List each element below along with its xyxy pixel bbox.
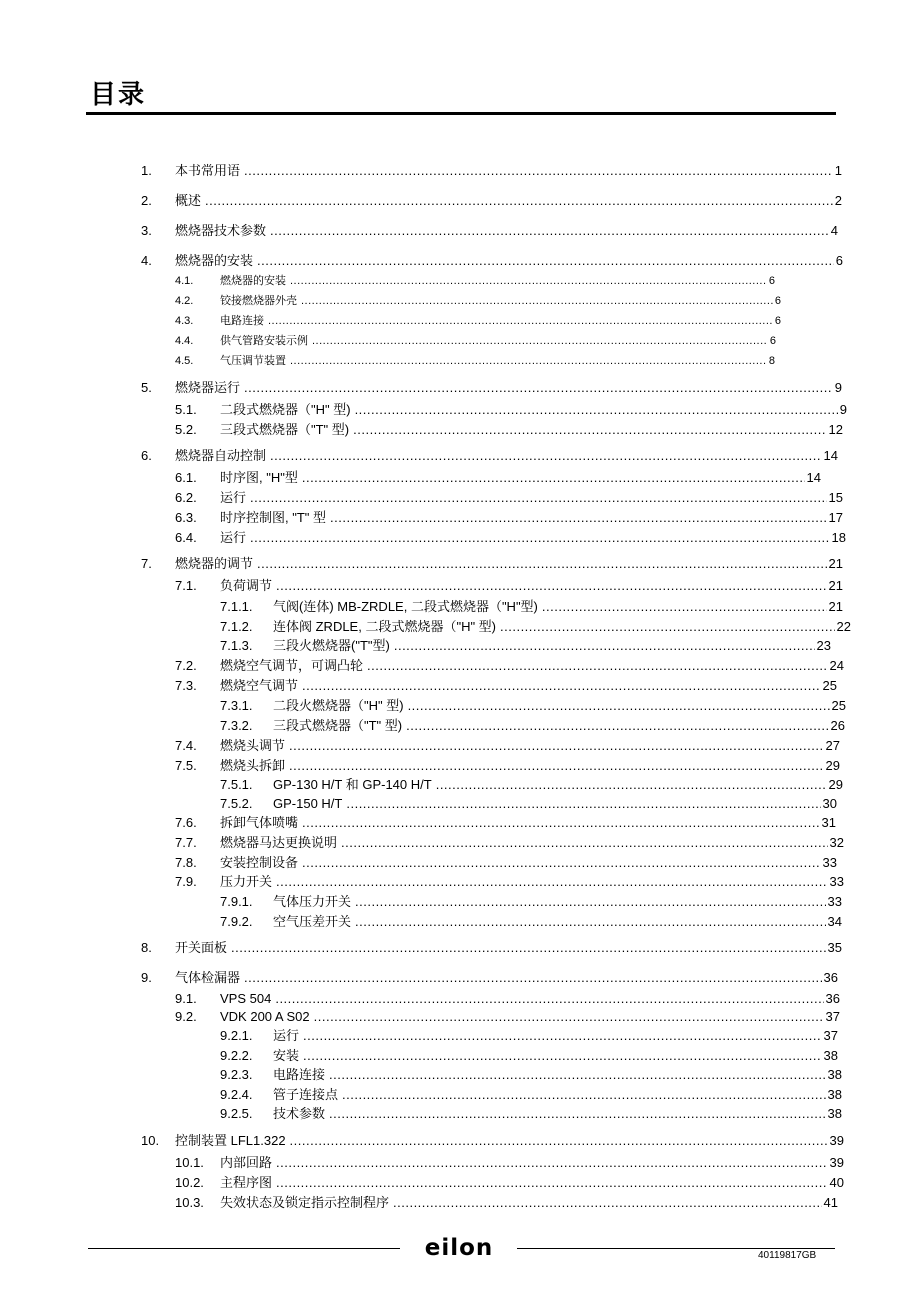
toc-entry[interactable] [220,598,843,616]
toc-entry-title: 技术参数 [273,1106,326,1121]
toc-entry-page: 25 [822,678,837,693]
toc-dot-leader [302,677,821,695]
toc-entry-number: 4.5. [175,355,194,367]
logo-wordmark: eilon [424,1236,494,1260]
toc-entry-title: 三段式燃烧器（"T" 型) [220,422,350,437]
toc-entry-page: 29 [825,758,840,773]
toc-dot-leader [302,814,820,832]
toc-entry-number: 4.3. [175,315,194,327]
toc-entry-title: 二段火燃烧器（"H" 型) [273,698,404,713]
toc-dot-leader [290,273,767,289]
toc-entry-number: 9.2.1. [220,1028,253,1043]
toc-dot-leader [302,469,805,487]
toc-dot-leader [355,401,838,419]
toc-entry[interactable] [175,990,840,1008]
toc-entry[interactable] [175,854,837,872]
page-title: 目录 [90,80,147,110]
toc-dot-leader [231,939,826,957]
toc-entry-number: 10.1. [175,1155,204,1170]
toc-entry[interactable] [175,333,776,349]
toc-dot-leader [276,873,828,891]
toc-entry-title: 铰接燃烧器外壳 [220,295,297,307]
toc-entry-page: 6 [769,335,776,347]
toc-entry-title: 时序图, "H"型 [220,470,298,485]
toc-entry[interactable] [175,1194,838,1212]
toc-entry-number: 7.1. [175,578,197,593]
toc-entry[interactable] [175,313,781,329]
toc-entry-title: 主程序图 [220,1175,273,1190]
toc-entry-title: 管子连接点 [273,1087,339,1102]
toc-entry-page: 35 [827,940,842,955]
toc-dot-leader [406,717,828,735]
toc-entry[interactable] [220,913,842,931]
toc-dot-leader [257,252,834,270]
toc-entry-page: 14 [806,470,821,485]
toc-entry-page: 31 [821,815,836,830]
toc-entry-title: 二段式燃烧器（"H" 型) [220,402,351,417]
toc-dot-leader [276,1174,828,1192]
toc-entry-title: 三段式燃烧器（"T" 型) [273,718,403,733]
toc-entry[interactable] [175,273,775,289]
toc-entry[interactable] [220,637,831,655]
toc-dot-leader [346,795,820,813]
toc-entry[interactable] [175,293,781,309]
toc-dot-leader [355,893,826,911]
toc-dot-leader [257,555,827,573]
toc-entry[interactable] [141,969,838,987]
toc-entry-number: 5.1. [175,402,197,417]
toc-entry-number: 5.2. [175,422,197,437]
toc-entry-title: 运行 [273,1028,300,1043]
toc-entry[interactable] [175,421,843,439]
toc-entry-title: 燃烧空气调节 [220,678,299,693]
toc-entry-title: VPS 504 [220,991,272,1006]
toc-entry-title: 燃烧器自动控制 [175,448,267,463]
toc-entry-number: 7.1.3. [220,638,253,653]
toc-entry[interactable] [220,618,851,636]
toc-entry-page: 21 [828,599,843,614]
toc-entry-number: 7.1.2. [220,619,253,634]
toc-dot-leader [289,737,824,755]
toc-entry[interactable] [141,192,842,210]
toc-entry-page: 6 [835,253,843,268]
toc-entry[interactable] [141,222,838,240]
toc-entry-number: 7.3. [175,678,197,693]
toc-dot-leader [303,1047,822,1065]
toc-entry-number: 7.9.2. [220,914,253,929]
toc-entry-number: 6.3. [175,510,197,525]
toc-entry-title: 运行 [220,530,247,545]
toc-entry-title: 连体阀 ZRDLE, 二段式燃烧器（"H" 型) [273,619,497,634]
toc-entry[interactable] [175,1008,840,1026]
toc-entry-page: 38 [827,1067,842,1082]
toc-dot-leader [276,1154,828,1172]
toc-entry[interactable] [141,555,843,573]
toc-dot-leader [268,313,773,329]
toc-entry-title: 压力开关 [220,874,273,889]
toc-entry-number: 6.4. [175,530,197,545]
toc-entry-title: 燃烧器的调节 [175,556,254,571]
toc-dot-leader [301,293,773,309]
toc-entry-page: 25 [831,698,846,713]
toc-entry-number: 5. [141,380,152,395]
toc-entry[interactable] [220,1086,842,1104]
toc-entry-title: GP-130 H/T 和 GP-140 H/T [273,777,432,792]
toc-entry-title: 运行 [220,490,247,505]
toc-entry-number: 7.1.1. [220,599,253,614]
toc-dot-leader [205,192,833,210]
toc-entry[interactable] [141,252,843,270]
toc-dot-leader [276,577,827,595]
toc-entry[interactable] [175,814,836,832]
toc-entry-number: 9.2.2. [220,1048,253,1063]
toc-entry-page: 21 [828,578,843,593]
toc-entry-page: 37 [823,1028,838,1043]
document-code: 40119817GB [758,1250,817,1261]
toc-entry-title: 控制装置 LFL1.322 [175,1133,286,1148]
toc-entry-page: 17 [828,510,843,525]
toc-entry-page: 40 [829,1175,844,1190]
toc-dot-leader [289,757,824,775]
toc-dot-leader [290,1132,828,1150]
toc-entry[interactable] [175,1174,844,1192]
toc-entry-page: 6 [768,275,775,287]
toc-entry-page: 22 [836,619,851,634]
toc-dot-leader [394,637,815,655]
toc-dot-leader [250,529,830,547]
toc-dot-leader [303,1027,822,1045]
toc-entry-number: 7.5.2. [220,796,253,811]
toc-entry-page: 37 [825,1009,840,1024]
toc-entry-number: 10.3. [175,1195,204,1210]
toc-entry-page: 29 [828,777,843,792]
toc-entry-page: 39 [829,1155,844,1170]
toc-entry-number: 7.5.1. [220,777,253,792]
toc-entry-number: 9. [141,970,152,985]
toc-entry[interactable] [220,697,846,715]
toc-dot-leader [355,913,826,931]
toc-entry-title: 拆卸气体喷嘴 [220,815,299,830]
toc-dot-leader [244,969,822,987]
toc-entry[interactable] [141,447,838,465]
toc-entry-title: 燃烧头拆卸 [220,758,286,773]
toc-entry[interactable] [220,1066,842,1084]
toc-dot-leader [270,447,822,465]
footer-line-right [517,1248,835,1249]
toc-entry-page: 2 [834,193,842,208]
toc-entry-page: 21 [828,556,843,571]
toc-entry-title: 开关面板 [175,940,228,955]
toc-dot-leader [302,854,821,872]
toc-entry-page: 9 [839,402,847,417]
toc-entry-number: 7.4. [175,738,197,753]
toc-entry-page: 36 [823,970,838,985]
toc-entry[interactable] [175,834,844,852]
toc-entry-page: 36 [825,991,840,1006]
toc-entry-page: 8 [768,355,775,367]
toc-entry-page: 39 [829,1133,844,1148]
toc-entry-number: 7.5. [175,758,197,773]
toc-entry[interactable] [141,162,842,180]
toc-dot-leader [393,1194,822,1212]
toc-entry-number: 7.7. [175,835,197,850]
toc-entry-page: 4 [830,223,838,238]
toc-entry-title: 电路连接 [220,315,264,327]
toc-dot-leader [244,162,833,180]
toc-entry-page: 38 [827,1106,842,1121]
toc-dot-leader [341,834,828,852]
toc-dot-leader [329,1105,826,1123]
toc-entry-title: 安装控制设备 [220,855,299,870]
toc-entry[interactable] [175,677,837,695]
toc-entry-number: 7. [141,556,152,571]
toc-entry-number: 9.2.5. [220,1106,253,1121]
toc-entry-title: 燃烧器马达更换说明 [220,835,338,850]
toc-entry-number: 3. [141,223,152,238]
toc-entry-number: 6. [141,448,152,463]
toc-entry-title: 电路连接 [273,1067,326,1082]
toc-dot-leader [330,509,827,527]
toc-entry[interactable] [220,795,837,813]
toc-dot-leader [312,333,768,349]
eilon-logo-graphic [405,1236,513,1260]
toc-dot-leader [244,379,833,397]
toc-entry[interactable] [175,529,846,547]
toc-entry[interactable] [175,353,775,369]
toc-entry-number: 4.2. [175,295,194,307]
toc-entry-page: 34 [827,914,842,929]
toc-entry-title: 供气管路安装示例 [220,335,308,347]
toc-entry-number: 4.1. [175,275,194,287]
toc-entry-title: 燃烧头调节 [220,738,286,753]
toc-dot-leader [500,618,835,636]
toc-entry-title: 失效状态及锁定指示控制程序 [220,1195,390,1210]
toc-entry-number: 7.9.1. [220,894,253,909]
toc-entry[interactable] [175,657,844,675]
toc-dot-leader [329,1066,826,1084]
toc-entry-page: 26 [830,718,845,733]
toc-entry-title: 燃烧器的安装 [175,253,254,268]
toc-entry[interactable] [175,1154,844,1172]
toc-entry-title: 气阀(连体) MB-ZRDLE, 二段式燃烧器（"H"型) [273,599,538,614]
toc-entry-page: 9 [834,380,842,395]
toc-entry-title: 燃烧空气调节，可调凸轮 [220,658,364,673]
toc-dot-leader [408,697,830,715]
toc-entry-page: 12 [828,422,843,437]
toc-dot-leader [275,990,823,1008]
toc-entry-title: 燃烧器技术参数 [175,223,267,238]
toc-entry-number: 10.2. [175,1175,204,1190]
toc-entry-title: 时序控制图, "T" 型 [220,510,327,525]
toc-dot-leader [250,489,827,507]
eilon-logo [405,1236,513,1260]
toc-entry-number: 7.8. [175,855,197,870]
toc-entry-page: 6 [774,295,781,307]
toc-entry[interactable] [175,757,840,775]
toc-entry-number: 7.2. [175,658,197,673]
toc-entry-page: 24 [829,658,844,673]
toc-entry-title: 燃烧器运行 [175,380,241,395]
toc-dot-leader [314,1008,824,1026]
toc-entry-page: 27 [825,738,840,753]
toc-entry-number: 8. [141,940,152,955]
toc-dot-leader [270,222,829,240]
toc-entry-title: 三段火燃烧器("T"型) [273,638,390,653]
toc-entry-title: 气体压力开关 [273,894,352,909]
toc-entry-title: 本书常用语 [175,163,241,178]
toc-entry-number: 4. [141,253,152,268]
toc-entry[interactable] [220,717,845,735]
toc-entry[interactable] [220,776,843,794]
toc-entry-page: 38 [823,1048,838,1063]
toc-entry-page: 41 [823,1195,838,1210]
toc-entry-number: 9.1. [175,991,197,1006]
toc-entry-page: 1 [834,163,842,178]
toc-dot-leader [342,1086,826,1104]
toc-entry-number: 7.3.1. [220,698,253,713]
toc-entry[interactable] [175,509,843,527]
toc-entry-page: 30 [822,796,837,811]
toc-entry-page: 38 [827,1087,842,1102]
toc-entry-page: 6 [774,315,781,327]
toc-dot-leader [290,353,767,369]
toc-entry-number: 7.6. [175,815,197,830]
toc-entry-page: 14 [823,448,838,463]
toc-entry-page: 15 [828,490,843,505]
toc-entry-page: 33 [822,855,837,870]
toc-entry-number: 7.9. [175,874,197,889]
toc-entry[interactable] [141,1132,844,1150]
toc-entry[interactable] [175,489,843,507]
toc-entry-number: 1. [141,163,152,178]
toc-entry-page: 33 [829,874,844,889]
toc-entry-page: 18 [831,530,846,545]
toc-entry-page: 33 [827,894,842,909]
toc-entry[interactable] [220,1105,842,1123]
toc-entry-title: 气体检漏器 [175,970,241,985]
toc-entry-number: 10. [141,1133,160,1148]
toc-entry[interactable] [141,379,842,397]
toc-entry[interactable] [220,893,842,911]
toc-entry-title: 空气压差开关 [273,914,352,929]
toc-entry[interactable] [175,577,843,595]
toc-entry-number: 4.4. [175,335,194,347]
toc-entry-number: 2. [141,193,152,208]
toc-entry[interactable] [175,737,840,755]
toc-entry-title: 燃烧器的安装 [220,275,286,287]
toc-entry[interactable] [220,1027,838,1045]
toc-entry[interactable] [141,939,842,957]
toc-entry-number: 9.2.4. [220,1087,253,1102]
toc-entry-number: 6.1. [175,470,197,485]
toc-entry-page: 23 [816,638,831,653]
toc-entry-page: 32 [829,835,844,850]
toc-entry-number: 6.2. [175,490,197,505]
toc-entry-title: 内部回路 [220,1155,273,1170]
toc-entry[interactable] [175,401,847,419]
toc-entry-number: 7.3.2. [220,718,253,733]
toc-entry-number: 9.2.3. [220,1067,253,1082]
footer-line-left [88,1248,400,1249]
toc-dot-leader [353,421,826,439]
toc-entry-title: GP-150 H/T [273,796,343,811]
toc-entry-title: 气压调节装置 [220,355,286,367]
toc-entry[interactable] [175,469,821,487]
toc-entry-number: 9.2. [175,1009,197,1024]
toc-entry[interactable] [220,1047,838,1065]
toc-entry-title: 负荷调节 [220,578,273,593]
toc-dot-leader [542,598,827,616]
toc-dot-leader [436,776,827,794]
toc-entry-title: 安装 [273,1048,300,1063]
toc-entry[interactable] [175,873,844,891]
toc-entry-title: 概述 [175,193,202,208]
toc-entry-title: VDK 200 A S02 [220,1009,310,1024]
toc-dot-leader [367,657,828,675]
